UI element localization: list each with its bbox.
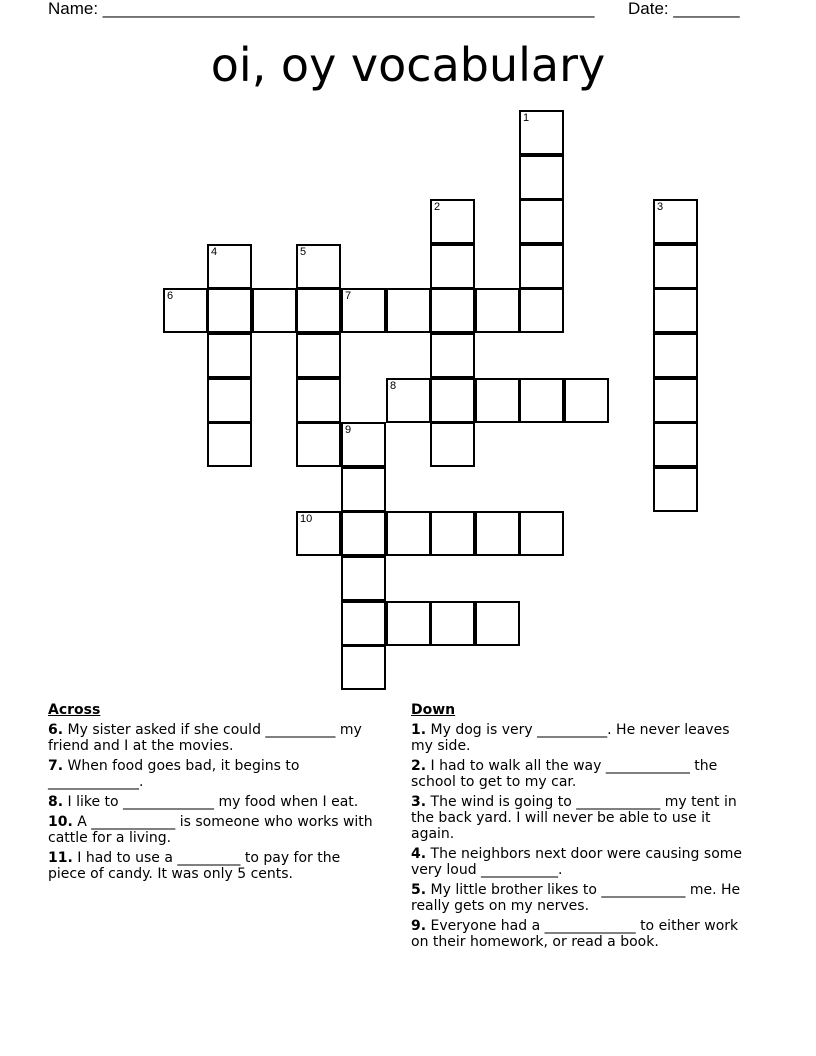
clue-text: The neighbors next door were causing some very loud ___________.	[411, 846, 743, 878]
clue-across-11	[48, 850, 378, 882]
clue-number: 5.	[411, 882, 427, 898]
clue-down-9	[411, 918, 751, 950]
grid-cell[interactable]	[519, 378, 564, 423]
clue-number: 2.	[411, 758, 427, 774]
cell-number: 3	[657, 201, 664, 213]
grid-cell[interactable]	[207, 244, 252, 289]
cell-number: 6	[167, 290, 174, 302]
cell-number: 5	[300, 246, 307, 258]
grid-cell[interactable]	[653, 422, 698, 467]
clue-text: My dog is very __________. He never leaves my side.	[411, 722, 730, 754]
clue-text: I had to use a _________ to pay for the piece of candy. It was only 5 cents.	[48, 850, 341, 882]
grid-cell[interactable]	[519, 288, 564, 333]
clue-number: 8.	[48, 794, 64, 810]
clue-text: Everyone had a _____________ to either work on their homework, or read a book.	[411, 918, 739, 950]
down-clues	[411, 702, 751, 954]
clue-number: 7.	[48, 758, 64, 774]
across-clues	[48, 702, 378, 886]
grid-cell[interactable]	[207, 378, 252, 423]
grid-cell[interactable]	[519, 155, 564, 200]
grid-cell[interactable]	[296, 244, 341, 289]
clue-down-2	[411, 758, 751, 790]
grid-cell[interactable]	[430, 601, 475, 646]
clue-text: My sister asked if she could __________ my friend and I at the movies.	[48, 722, 362, 754]
grid-cell[interactable]	[475, 601, 520, 646]
date-field-line: Date: _______	[628, 0, 740, 18]
grid-cell[interactable]	[296, 333, 341, 378]
grid-cell[interactable]	[296, 378, 341, 423]
clue-text: The wind is going to ____________ my tent in the back yard. I will never be able to use it again.	[411, 794, 737, 842]
grid-cell[interactable]	[653, 333, 698, 378]
grid-cell[interactable]	[564, 378, 609, 423]
grid-cell[interactable]	[341, 556, 386, 601]
clue-text: My little brother likes to ____________ me. He really gets on my nerves.	[411, 882, 741, 914]
grid-cell[interactable]	[519, 511, 564, 556]
grid-cell[interactable]	[386, 378, 431, 423]
grid-cell[interactable]	[341, 511, 386, 556]
grid-cell[interactable]	[341, 467, 386, 512]
grid-cell[interactable]	[296, 511, 341, 556]
across-heading: Across	[48, 702, 101, 718]
clue-number: 9.	[411, 918, 427, 934]
grid-cell[interactable]	[207, 288, 252, 333]
clue-number: 6.	[48, 722, 64, 738]
down-heading: Down	[411, 702, 456, 718]
clue-across-8	[48, 794, 378, 810]
grid-cell[interactable]	[207, 333, 252, 378]
cell-number: 1	[523, 112, 530, 124]
grid-cell[interactable]	[475, 378, 520, 423]
cell-number: 9	[345, 424, 352, 436]
clue-text: I had to walk all the way ____________ the school to get to my car.	[411, 758, 718, 790]
clue-down-4	[411, 846, 751, 878]
clue-text: When food goes bad, it begins to _____________.	[48, 758, 300, 790]
grid-cell[interactable]	[341, 645, 386, 690]
cell-number: 4	[211, 246, 218, 258]
cell-number: 7	[345, 290, 352, 302]
grid-cell[interactable]	[519, 110, 564, 155]
grid-cell[interactable]	[653, 378, 698, 423]
grid-cell[interactable]	[296, 288, 341, 333]
page-title: oi, oy vocabulary	[210, 38, 606, 92]
grid-cell[interactable]	[430, 199, 475, 244]
grid-cell[interactable]	[386, 288, 431, 333]
grid-cell[interactable]	[653, 467, 698, 512]
clue-number: 1.	[411, 722, 427, 738]
cell-number: 10	[300, 513, 313, 525]
grid-cell[interactable]	[653, 244, 698, 289]
clue-down-1	[411, 722, 751, 754]
clue-across-6	[48, 722, 378, 754]
clue-down-3	[411, 794, 751, 842]
grid-cell[interactable]	[475, 511, 520, 556]
clue-across-7	[48, 758, 378, 790]
grid-cell[interactable]	[386, 511, 431, 556]
clue-text: I like to _____________ my food when I eat.	[63, 794, 359, 810]
grid-cell[interactable]	[341, 601, 386, 646]
grid-cell[interactable]	[653, 288, 698, 333]
clue-number: 3.	[411, 794, 427, 810]
grid-cell[interactable]	[430, 511, 475, 556]
clue-number: 10.	[48, 814, 73, 830]
grid-cell[interactable]	[475, 288, 520, 333]
grid-cell[interactable]	[430, 288, 475, 333]
grid-cell[interactable]	[252, 288, 297, 333]
grid-cell[interactable]	[341, 288, 386, 333]
grid-cell[interactable]	[163, 288, 208, 333]
clue-down-5	[411, 882, 751, 914]
clue-text: A ____________ is someone who works with cattle for a living.	[48, 814, 373, 846]
grid-cell[interactable]	[296, 422, 341, 467]
grid-cell[interactable]	[386, 601, 431, 646]
cell-number: 2	[434, 201, 441, 213]
grid-cell[interactable]	[653, 199, 698, 244]
grid-cell[interactable]	[207, 422, 252, 467]
grid-cell[interactable]	[430, 422, 475, 467]
grid-cell[interactable]	[430, 244, 475, 289]
grid-cell[interactable]	[519, 199, 564, 244]
grid-cell[interactable]	[519, 244, 564, 289]
name-field-line: Name: ____________________________________________________	[48, 0, 595, 18]
clue-across-10	[48, 814, 378, 846]
grid-cell[interactable]	[430, 378, 475, 423]
grid-cell[interactable]	[341, 422, 386, 467]
clue-number: 4.	[411, 846, 427, 862]
clue-number: 11.	[48, 850, 73, 866]
cell-number: 8	[390, 380, 397, 392]
grid-cell[interactable]	[430, 333, 475, 378]
